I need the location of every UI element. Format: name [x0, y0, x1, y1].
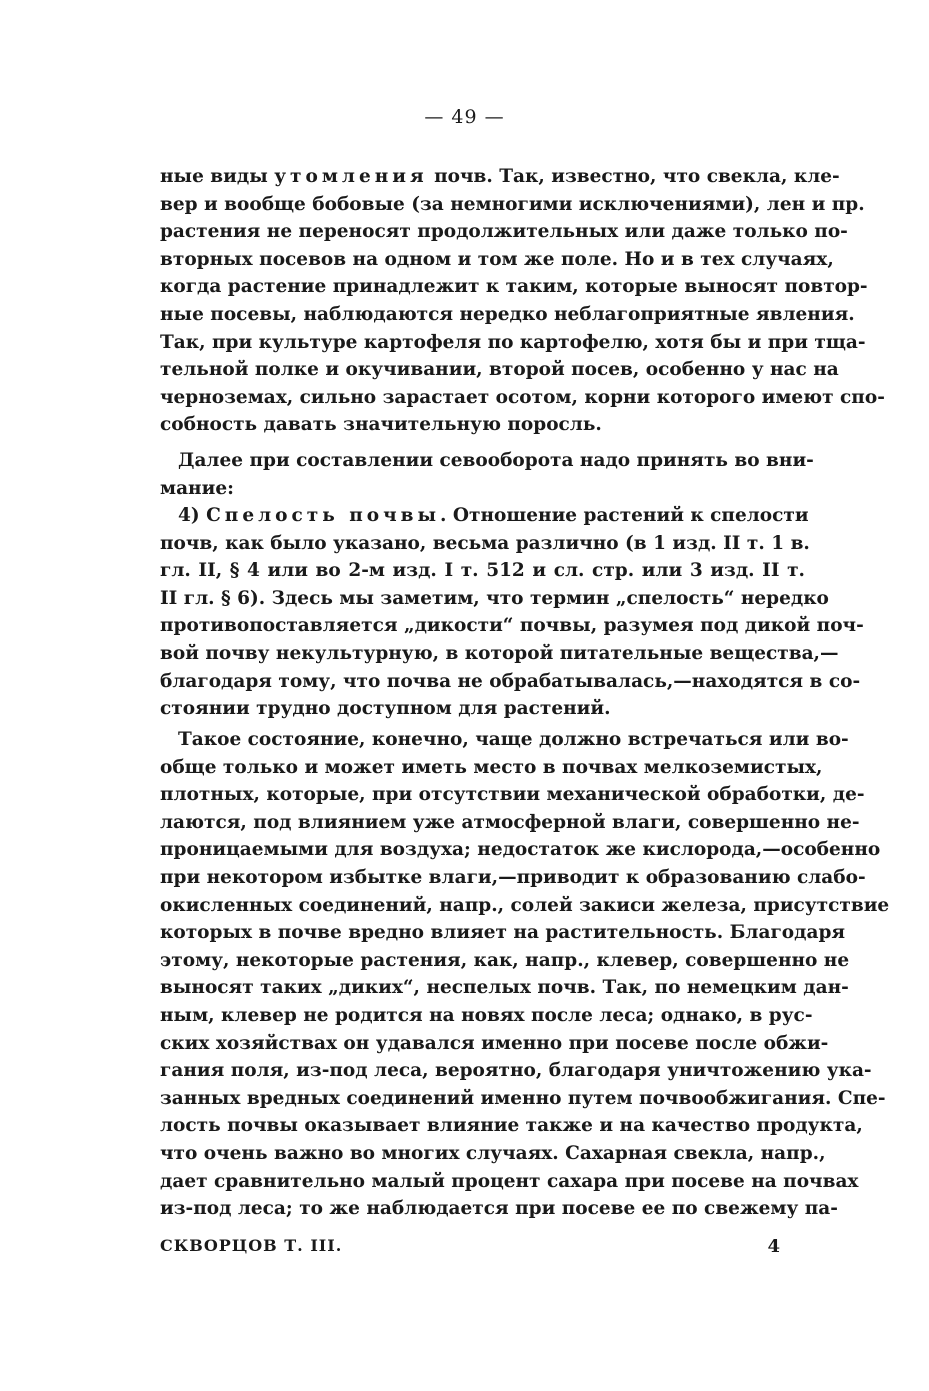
- text-line: лость почвы оказывает влияние также и на качество продукта,: [160, 1115, 863, 1137]
- text-line: растения не переносят продолжительных или даже только по-: [160, 221, 848, 243]
- text-line: Так, при культуре картофеля по картофелю, хотя бы и при тща-: [160, 331, 866, 353]
- text-line: дает сравнительно малый процент сахара при посеве на почвах: [160, 1170, 859, 1192]
- text-line: гл. II, § 4 или во 2-м изд. I т. 512 и сл. стр. или 3 изд. II т.: [160, 560, 805, 582]
- emphasized-term: Спелость почвы: [206, 505, 441, 526]
- text-line: черноземах, сильно зарастает осотом, корни которого имеют спо-: [160, 386, 885, 408]
- signature-mark: СКВОРЦОВ Т. III.: [160, 1236, 343, 1255]
- text-line: выносят таких „диких“, неспелых почв. Так, по немецким дан-: [160, 977, 849, 999]
- text-line: почв, как было указано, весьма различно (в 1 изд. II т. 1 в.: [160, 532, 810, 554]
- paragraph-1: [160, 163, 885, 439]
- text-line: обще только и может иметь место в почвах мелкоземистых,: [160, 756, 823, 778]
- text-line: стоянии трудно доступном для растений.: [160, 698, 611, 720]
- text-line: мание:: [160, 477, 234, 499]
- paragraph-3: [160, 502, 864, 723]
- text-line: ских хозяйствах он удавался именно при посеве после обжи-: [160, 1032, 829, 1054]
- text-line: лаются, под влиянием уже атмосферной влаги, совершенно не-: [160, 811, 860, 833]
- text-line: ные виды утомления почв. Так, известно, что свекла, кле-: [160, 166, 840, 187]
- text-line: вер и вообще бобовые (за немногими исключениями), лен и пр.: [160, 193, 865, 215]
- text-line: которых в почве вредно влияет на растительность. Благодаря: [160, 922, 846, 944]
- text-line: когда растение принадлежит к таким, которые выносят повтор-: [160, 276, 868, 298]
- paragraph-2: [160, 447, 814, 502]
- text-line: вторных посевов на одном и том же поле. Но и в тех случаях,: [160, 248, 834, 270]
- text-line: тельной полке и окучивании, второй посев, особенно у нас на: [160, 359, 839, 381]
- text-line: плотных, которые, при отсутствии механической обработки, де-: [160, 784, 865, 806]
- text-line: собность давать значительную поросль.: [160, 414, 602, 436]
- text-line: при некотором избытке влаги,—приводит к образованию слабо-: [160, 866, 866, 888]
- text-line: Далее при составлении севооборота надо принять во вни-: [178, 450, 814, 471]
- text-line: 4) Спелость почвы. Отношение растений к спелости: [178, 505, 809, 526]
- sheet-number: 4: [767, 1236, 780, 1257]
- text-line: что очень важно во многих случаях. Сахарная свекла, напр.,: [160, 1142, 826, 1164]
- text-line: II гл. § 6). Здесь мы заметим, что термин „спелость“ нередко: [160, 587, 829, 609]
- text-line: занных вредных соединений именно путем почвообжигания. Спе-: [160, 1087, 886, 1109]
- text-line: ные посевы, наблюдаются нередко неблагоприятные явления.: [160, 303, 855, 325]
- page-number: — 49 —: [424, 106, 505, 128]
- text-line: окисленных соединений, напр., солей закиси железа, присутствие: [160, 894, 890, 916]
- emphasized-term: утомления: [274, 166, 428, 187]
- text-line: гания поля, из-под леса, вероятно, благодаря уничтожению ука-: [160, 1060, 872, 1082]
- text-line: ным, клевер не родится на новях после леса; однако, в рус-: [160, 1004, 813, 1026]
- text-line: Такое состояние, конечно, чаще должно встречаться или во-: [178, 729, 849, 750]
- text-line: вой почву некультурную, в которой питательные вещества,—: [160, 642, 839, 664]
- text-line: из-под леса; то же наблюдается при посеве ее по свежему па-: [160, 1198, 838, 1220]
- paragraph-4: [160, 726, 890, 1223]
- text-line: этому, некоторые растения, как, напр., клевер, совершенно не: [160, 949, 850, 971]
- text-line: противопоставляется „дикости“ почвы, разумея под дикой поч-: [160, 615, 864, 637]
- text-line: проницаемыми для воздуха; недостаток же кислорода,—особенно: [160, 839, 881, 861]
- text-line: благодаря тому, что почва не обрабатывалась,—находятся в со-: [160, 670, 861, 692]
